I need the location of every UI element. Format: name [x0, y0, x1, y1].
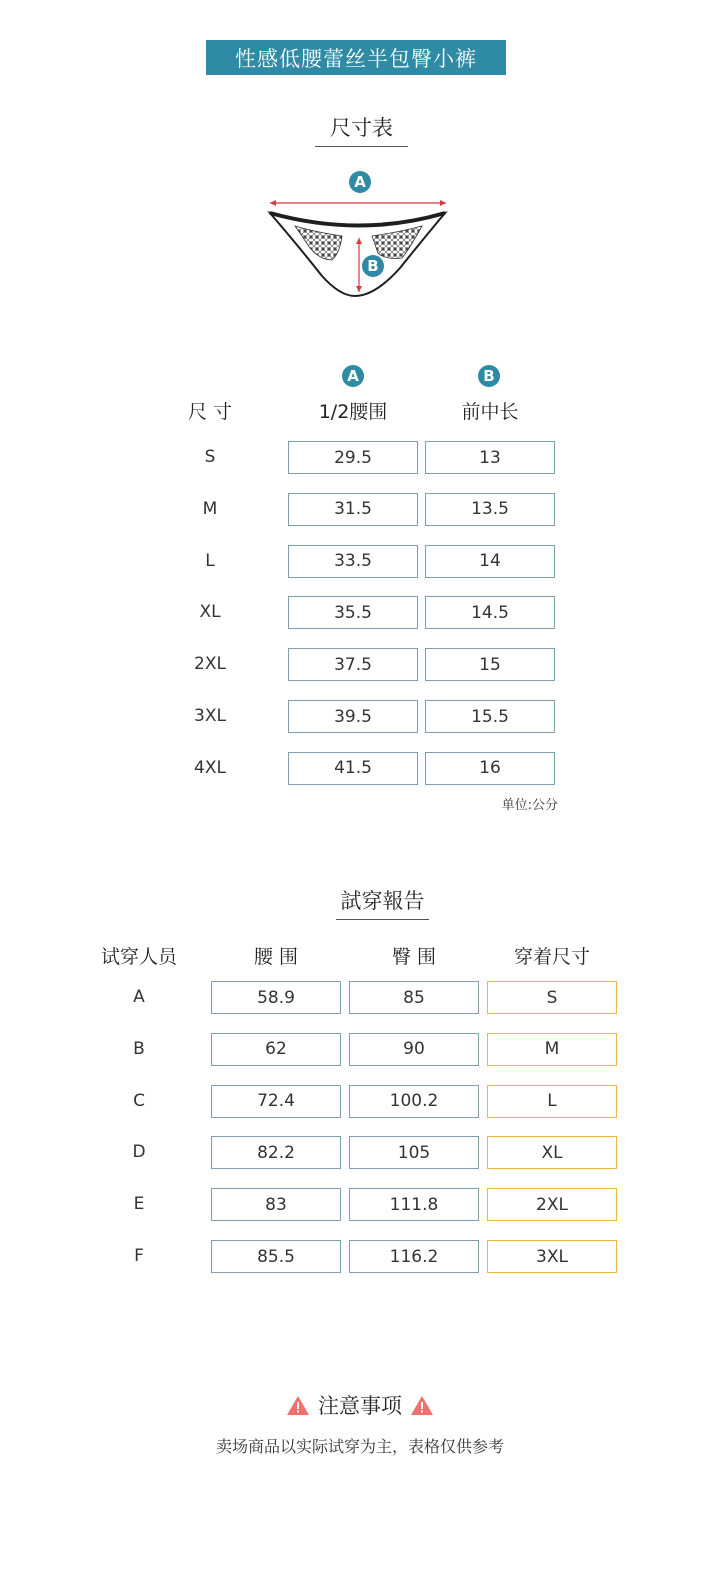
size-label: XL: [199, 602, 221, 623]
size-label: 4XL: [194, 757, 226, 778]
header-front-length: 前中长: [461, 401, 519, 423]
header-half-waist: 1/2腰围: [318, 401, 388, 423]
size-label: L: [205, 550, 215, 571]
notice-heading-text: 注意事项: [318, 1394, 402, 1418]
hip-cell: 100.2: [349, 1085, 479, 1118]
size-label: S: [204, 447, 216, 467]
size-chart-heading: 尺寸表: [315, 112, 408, 147]
header-size: 尺 寸: [187, 401, 233, 423]
unit-note: 单位:公分: [501, 798, 558, 813]
half-waist-cell: 37.5: [288, 648, 418, 681]
size-label: 2XL: [194, 654, 226, 675]
waist-cell: 82.2: [211, 1136, 341, 1169]
half-waist-cell: 39.5: [288, 700, 418, 733]
diagram-marker-a: A: [349, 171, 371, 193]
hip-cell: 90: [349, 1033, 479, 1066]
person-label: E: [133, 1194, 145, 1215]
half-waist-cell: 35.5: [288, 596, 418, 629]
front-length-cell: 15: [425, 648, 555, 681]
front-length-cell: 14: [425, 545, 555, 578]
header-waist: 腰 围: [253, 946, 299, 968]
person-label: D: [132, 1142, 146, 1163]
hip-cell: 105: [349, 1136, 479, 1169]
worn-size-cell: 2XL: [487, 1188, 617, 1221]
warning-icon: [410, 1395, 434, 1416]
warning-icon: [286, 1395, 310, 1416]
hip-cell: 85: [349, 981, 479, 1014]
waist-cell: 72.4: [211, 1085, 341, 1118]
hip-cell: 111.8: [349, 1188, 479, 1221]
waist-cell: 83: [211, 1188, 341, 1221]
arrow-right-icon: [440, 200, 446, 206]
title-banner: [206, 40, 506, 75]
waist-cell: 62: [211, 1033, 341, 1066]
person-label: B: [133, 1038, 145, 1059]
waist-cell: 85.5: [211, 1240, 341, 1273]
worn-size-cell: S: [487, 981, 617, 1014]
front-length-cell: 13: [425, 441, 555, 474]
notice-heading: [0, 1390, 720, 1420]
notice-text: 卖场商品以实际试穿为主，表格仅供参考: [215, 1437, 504, 1456]
header-worn-size: 穿着尺寸: [513, 946, 590, 968]
waist-cell: 58.9: [211, 981, 341, 1014]
front-length-cell: 14.5: [425, 596, 555, 629]
person-label: C: [133, 1090, 145, 1111]
fit-report-heading: 試穿報告: [336, 885, 429, 920]
person-label: A: [133, 987, 145, 1007]
half-waist-cell: 41.5: [288, 752, 418, 785]
worn-size-cell: L: [487, 1085, 617, 1118]
front-length-cell: 15.5: [425, 700, 555, 733]
front-length-cell: 16: [425, 752, 555, 785]
arrow-left-icon: [270, 200, 276, 206]
size-label: 3XL: [194, 706, 226, 726]
half-waist-cell: 33.5: [288, 545, 418, 578]
half-waist-cell: 29.5: [288, 441, 418, 474]
hip-cell: 116.2: [349, 1240, 479, 1273]
size-label: M: [202, 498, 218, 519]
diagram-marker-b: B: [362, 255, 384, 277]
worn-size-cell: XL: [487, 1136, 617, 1169]
front-length-cell: 13.5: [425, 493, 555, 526]
half-waist-cell: 31.5: [288, 493, 418, 526]
column-marker-a: A: [342, 365, 364, 387]
person-label: F: [134, 1246, 144, 1266]
page-title: 性感低腰蕾丝半包臀小裤: [235, 46, 477, 71]
header-hip: 臀 围: [391, 946, 437, 968]
header-person: 试穿人员: [100, 946, 177, 968]
column-marker-b: B: [478, 365, 500, 387]
worn-size-cell: 3XL: [487, 1240, 617, 1273]
worn-size-cell: M: [487, 1033, 617, 1066]
